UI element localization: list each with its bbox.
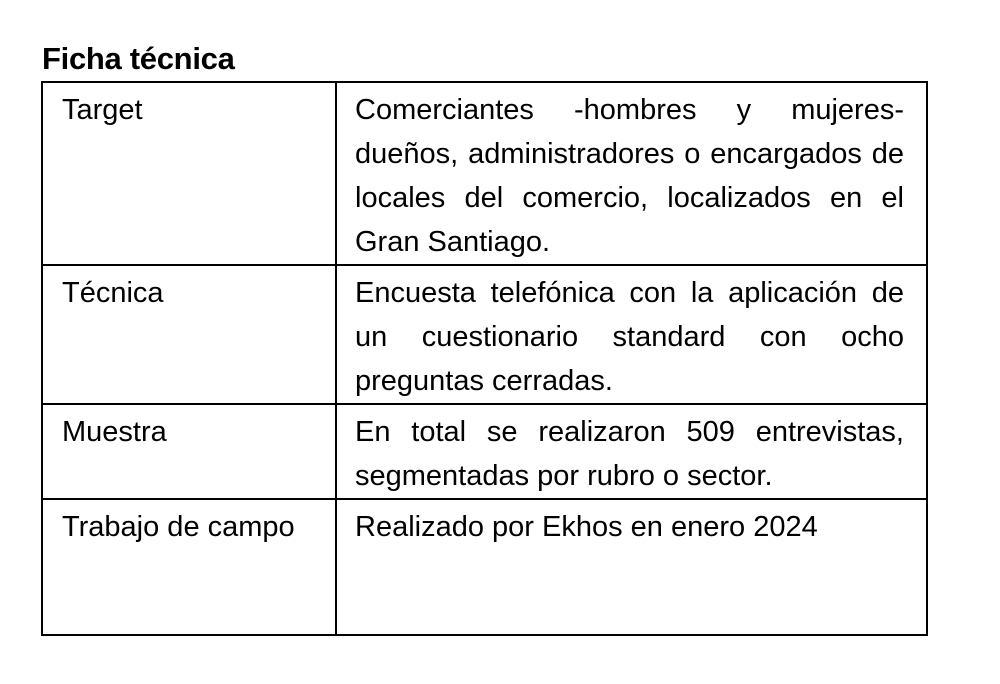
table-row-muestra bbox=[42, 404, 927, 499]
row-value-cell bbox=[336, 404, 927, 499]
ficha-tecnica-table bbox=[41, 81, 928, 636]
row-label: Target bbox=[62, 94, 143, 126]
row-value: Comerciantes -hombres y mujeres- dueños, administradores o encargados de locales del comercio, localizados en el Gran Santiago. bbox=[355, 94, 904, 258]
row-value: Encuesta telefónica con la aplicación de un cuestionario standard con ocho preguntas cerradas. bbox=[355, 277, 904, 397]
row-label: Trabajo de campo bbox=[62, 511, 295, 543]
table-row-tecnica bbox=[42, 265, 927, 404]
row-value-cell bbox=[336, 265, 927, 404]
row-label: Técnica bbox=[62, 277, 164, 309]
row-value: Realizado por Ekhos en enero 2024 bbox=[355, 511, 818, 543]
table-row-target bbox=[42, 82, 927, 265]
row-label-cell bbox=[42, 499, 336, 635]
row-value-cell bbox=[336, 499, 927, 635]
row-label-cell bbox=[42, 82, 336, 265]
row-label: Muestra bbox=[62, 416, 167, 448]
table-row-trabajo-de-campo bbox=[42, 499, 927, 635]
row-value: En total se realizaron 509 entrevistas, segmentadas por rubro o sector. bbox=[355, 416, 904, 492]
document-title: Ficha técnica bbox=[42, 41, 235, 76]
row-value-cell bbox=[336, 82, 927, 265]
row-label-cell bbox=[42, 404, 336, 499]
row-label-cell bbox=[42, 265, 336, 404]
